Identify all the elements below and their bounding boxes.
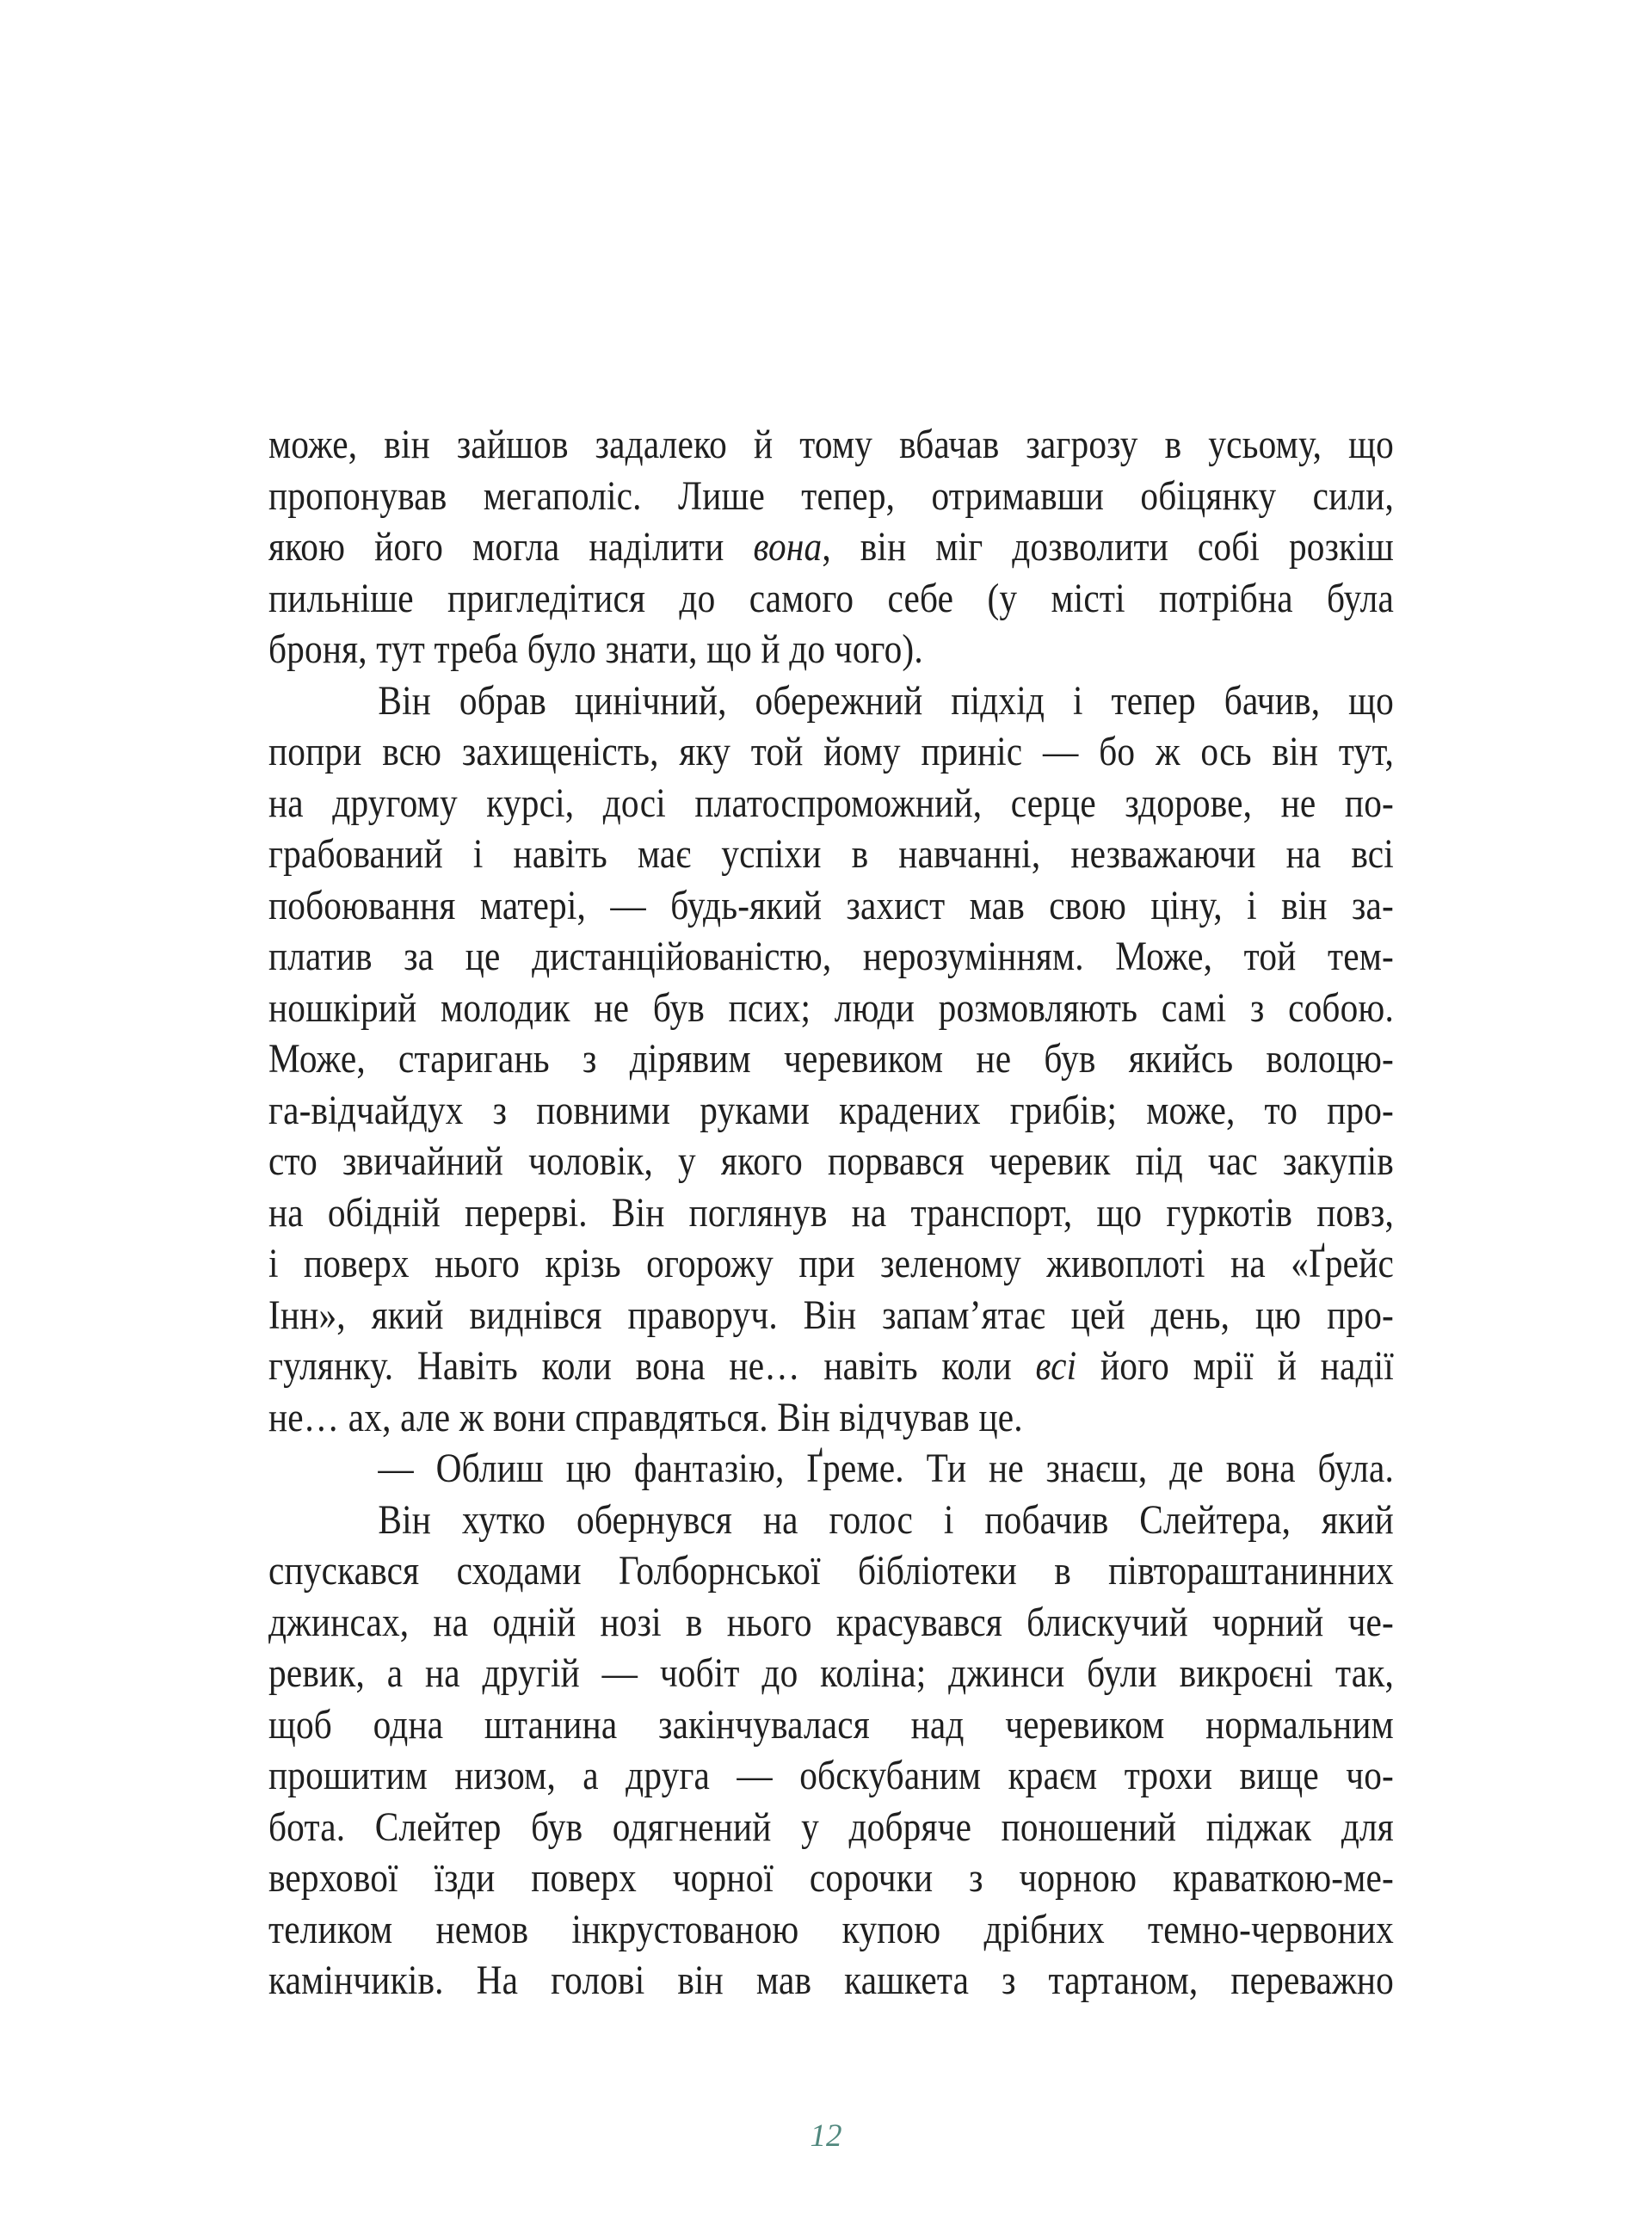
text-line [268,1187,1394,1239]
page-text-block [268,419,1394,2007]
text-line [268,880,1394,932]
text-line [268,675,1394,727]
text-segment: гулянку. Навіть коли вона не… навіть коли [268,1343,1036,1389]
text-segment: ношкірий молодик не був псих; люди розмовляють самі з собою. [268,984,1394,1031]
text-line [268,1545,1394,1597]
text-line [268,624,1394,675]
text-segment: га-відчайдух з повними руками крадених грибів; може, то про- [268,1087,1394,1133]
text-line [268,778,1394,829]
text-segment: Він обрав цинічний, обережний підхід і тепер бачив, що [378,677,1394,724]
text-line [268,521,1394,573]
text-segment: платив за це дистанційованістю, нерозумінням. Може, той тем- [268,934,1394,979]
italic-text-segment: всі [1035,1343,1077,1389]
text-segment: спускався сходами Голборнської бібліотеки в півтораштанинних [268,1548,1394,1594]
text-segment: — Облиш цю фантазію, Ґреме. Ти не знаєш, де вона була. [378,1446,1394,1491]
text-line [268,1290,1394,1341]
text-segment: Може, старигань з дірявим черевиком не був якийсь волоцю- [268,1036,1394,1082]
text-segment: побоювання матері, — будь-який захист мав свою ціну, і він за- [268,882,1394,928]
text-segment: Він хутко обернувся на голос і побачив Слейтера, який [378,1496,1394,1543]
text-line [268,1597,1394,1649]
text-segment: може, він зайшов задалеко й тому вбачав загрозу в усьому, що [268,422,1394,467]
text-segment: щоб одна штанина закінчувалася над черевиком нормальним [268,1701,1394,1748]
text-line [268,726,1394,778]
page-number: 12 [810,2118,842,2154]
text-line [268,1495,1394,1546]
text-segment: на обідній перерві. Він поглянув на транспорт, що гуркотів повз, [268,1189,1394,1236]
text-segment: ревик, а на другій — чобіт до коліна; джинси були викроєні так, [268,1650,1394,1696]
text-line [268,1802,1394,1853]
italic-text-segment: вона [753,524,823,570]
text-line [268,1443,1394,1495]
text-line [268,1085,1394,1137]
text-line [268,1033,1394,1085]
text-line [268,1904,1394,1956]
text-line [268,1853,1394,1904]
text-line [268,829,1394,880]
text-segment: верхової їзди поверх чорної сорочки з чорною краваткою-ме- [268,1855,1394,1901]
text-line [268,1750,1394,1802]
text-line [268,1341,1394,1392]
text-segment: броня, тут треба було знати, що й до чого). [268,626,923,672]
text-segment: прошитим низом, а друга — обскубаним краєм трохи вище чо- [268,1753,1394,1798]
text-segment: теликом немов інкрустованою купою дрібних темно-червоних [268,1906,1394,1952]
text-segment: якою його могла наділити [268,524,754,570]
text-segment: пропонував мегаполіс. Лише тепер, отримавши обіцянку сили, [268,472,1394,519]
text-line [268,1238,1394,1290]
text-line [268,1699,1394,1751]
text-line [268,1955,1394,2007]
text-segment: бота. Слейтер був одягнений у добряче поношений піджак для [268,1803,1394,1850]
text-line [268,983,1394,1034]
text-segment: камінчиків. На голові він мав кашкета з тартаном, переважно [268,1957,1394,2003]
text-segment: грабований і навіть має успіхи в навчанні, незважаючи на всі [268,831,1394,877]
text-line [268,573,1394,625]
text-line [268,419,1394,471]
text-segment: джинсах, на одній нозі в нього красувався блискучий чорний че- [268,1599,1394,1645]
text-segment: , він міг дозволити собі розкіш [822,524,1394,570]
text-segment: сто звичайний чоловік, у якого порвався черевик під час закупів [268,1138,1394,1184]
text-line [268,471,1394,522]
text-segment: на другому курсі, досі платоспроможний, серце здорове, не по- [268,780,1394,826]
text-line [268,931,1394,983]
text-segment: пильніше пригледітися до самого себе (у місті потрібна була [268,575,1394,621]
text-line [268,1136,1394,1187]
text-line [268,1648,1394,1699]
text-segment: його мрії й надії [1076,1343,1394,1389]
text-line [268,1392,1394,1444]
text-segment: Інн», який виднівся праворуч. Він запам’ятає цей день, цю про- [268,1292,1394,1338]
text-segment: попри всю захищеність, яку той йому приніс — бо ж ось він тут, [268,729,1394,774]
text-segment: не… ах, але ж вони справдяться. Він відчував це. [268,1394,1023,1440]
text-segment: і поверх нього крізь огорожу при зеленому живоплоті на «Ґрейс [268,1241,1394,1286]
